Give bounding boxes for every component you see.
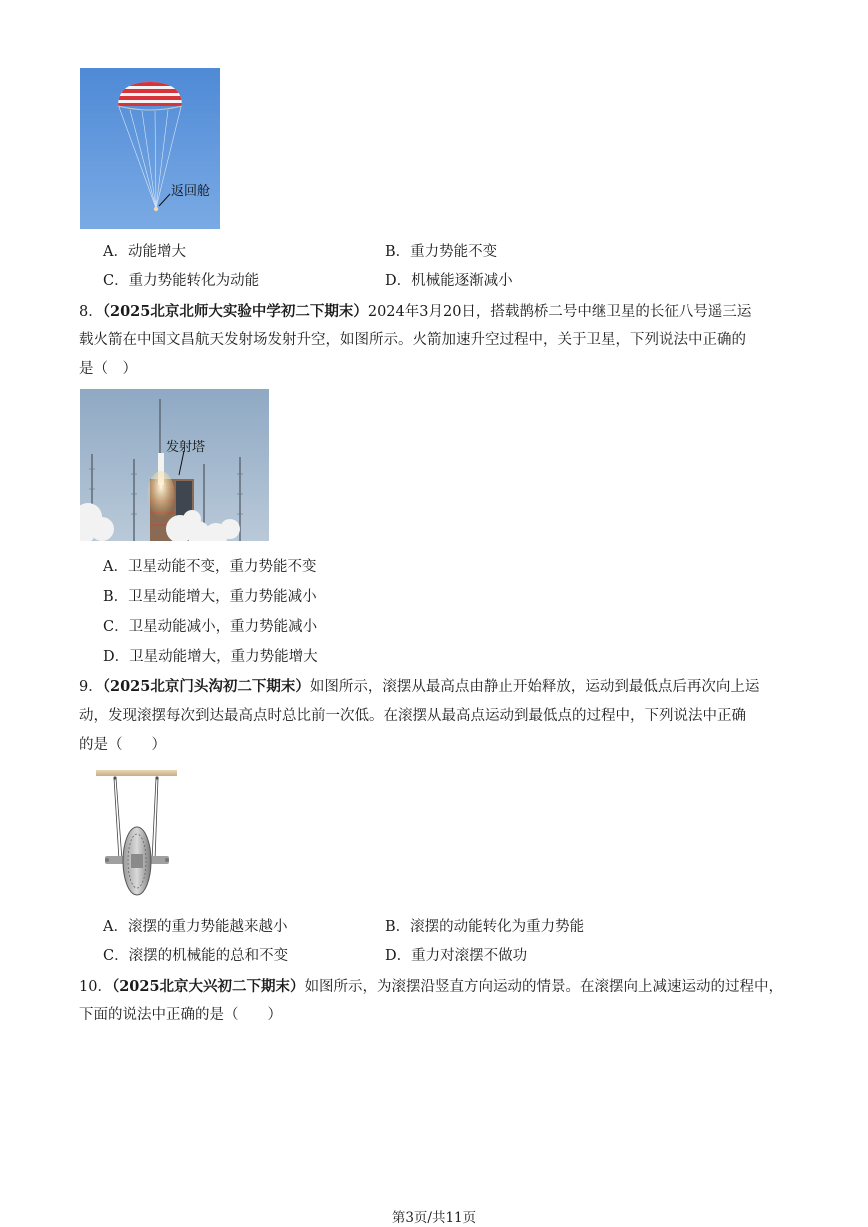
option-text: 卫星动能减小，重力势能减小	[128, 619, 318, 635]
q8-stem-line-1	[79, 301, 791, 323]
question-text: 下面的说法中正确的是（ ）	[79, 1007, 282, 1023]
q7-option-a	[103, 241, 186, 263]
option-text: 动能增大	[127, 244, 186, 260]
q8-stem-line-3	[79, 358, 791, 380]
question-text: 动，发现滚摆每次到达最高点时总比前一次低。在滚摆从最高点运动到最低点的过程中，下列说法中正确	[79, 708, 746, 724]
q10-stem-line-1	[79, 976, 791, 998]
option-text: 重力势能转化为动能	[128, 273, 260, 289]
option-letter: C．	[103, 948, 129, 964]
launch-tower-label: 发射塔	[166, 440, 206, 455]
q7-option-c	[103, 270, 259, 292]
option-text: 卫星动能增大，重力势能减小	[128, 589, 317, 605]
capsule-label: 返回舱	[171, 184, 211, 199]
option-letter: C．	[103, 273, 129, 289]
question-number: 8．	[79, 304, 103, 320]
question-text: 2024年3月20日，搭载鹊桥二号中继卫星的长征八号遥三运	[367, 304, 752, 320]
q8-option-c	[103, 616, 317, 638]
option-letter: D．	[385, 273, 412, 289]
option-letter: D．	[385, 948, 412, 964]
q9-option-b	[385, 916, 584, 938]
option-text: 卫星动能不变，重力势能不变	[127, 559, 317, 575]
option-letter: B．	[385, 919, 411, 935]
option-letter: A．	[103, 559, 128, 575]
option-text: 机械能逐渐减小	[411, 273, 513, 289]
page-number-footer: 第3页/共11页	[391, 1210, 477, 1226]
option-letter: D．	[103, 649, 130, 665]
q8-option-d	[103, 646, 318, 668]
option-text: 滚摆的机械能的总和不变	[128, 948, 289, 964]
question-text: 如图所示，滚摆从最高点由静止开始释放，运动到最低点后再次向上运	[309, 679, 760, 695]
q8-option-b	[103, 586, 317, 608]
option-text: 滚摆的动能转化为重力势能	[410, 919, 585, 935]
option-text: 滚摆的重力势能越来越小	[127, 919, 288, 935]
option-letter: B．	[385, 244, 411, 260]
question-text: 是（ ）	[79, 361, 137, 377]
q10-stem-line-2	[79, 1004, 791, 1026]
q9-option-a	[103, 916, 287, 938]
option-letter: A．	[103, 244, 128, 260]
q9-stem-line-3	[79, 734, 791, 756]
q9-option-d	[385, 945, 527, 967]
option-text: 卫星动能增大，重力势能增大	[129, 649, 318, 665]
question-source: （2025北京大兴初二下期末）	[111, 978, 305, 995]
option-letter: B．	[103, 589, 129, 605]
q7-option-b	[385, 241, 497, 263]
question-text: 载火箭在中国文昌航天发射场发射升空，如图所示。火箭加速升空过程中，关于卫星，下列说法中正确的	[79, 332, 746, 348]
q9-stem-line-2	[79, 705, 791, 727]
q7-option-d	[385, 270, 513, 292]
option-letter: A．	[103, 919, 128, 935]
question-number: 9．	[79, 679, 103, 695]
option-letter: C．	[103, 619, 129, 635]
roll-pendulum-figure	[95, 768, 179, 902]
option-text: 重力对滚摆不做功	[411, 948, 528, 964]
question-text: 的是（ ）	[79, 737, 166, 753]
q9-option-c	[103, 945, 288, 967]
rocket-launch-figure	[80, 389, 269, 541]
parachute-figure	[80, 68, 220, 229]
question-source: （2025北京门头沟初二下期末）	[102, 678, 310, 695]
q8-option-a	[103, 556, 316, 578]
question-number: 10．	[79, 979, 112, 995]
question-source: （2025北京北师大实验中学初二下期末）	[102, 303, 368, 320]
q9-stem-line-1	[79, 676, 791, 698]
q8-stem-line-2	[79, 329, 791, 351]
option-text: 重力势能不变	[410, 244, 498, 260]
question-text: 如图所示，为滚摆沿竖直方向运动的情景。在滚摆向上减速运动的过程中，	[304, 979, 784, 995]
